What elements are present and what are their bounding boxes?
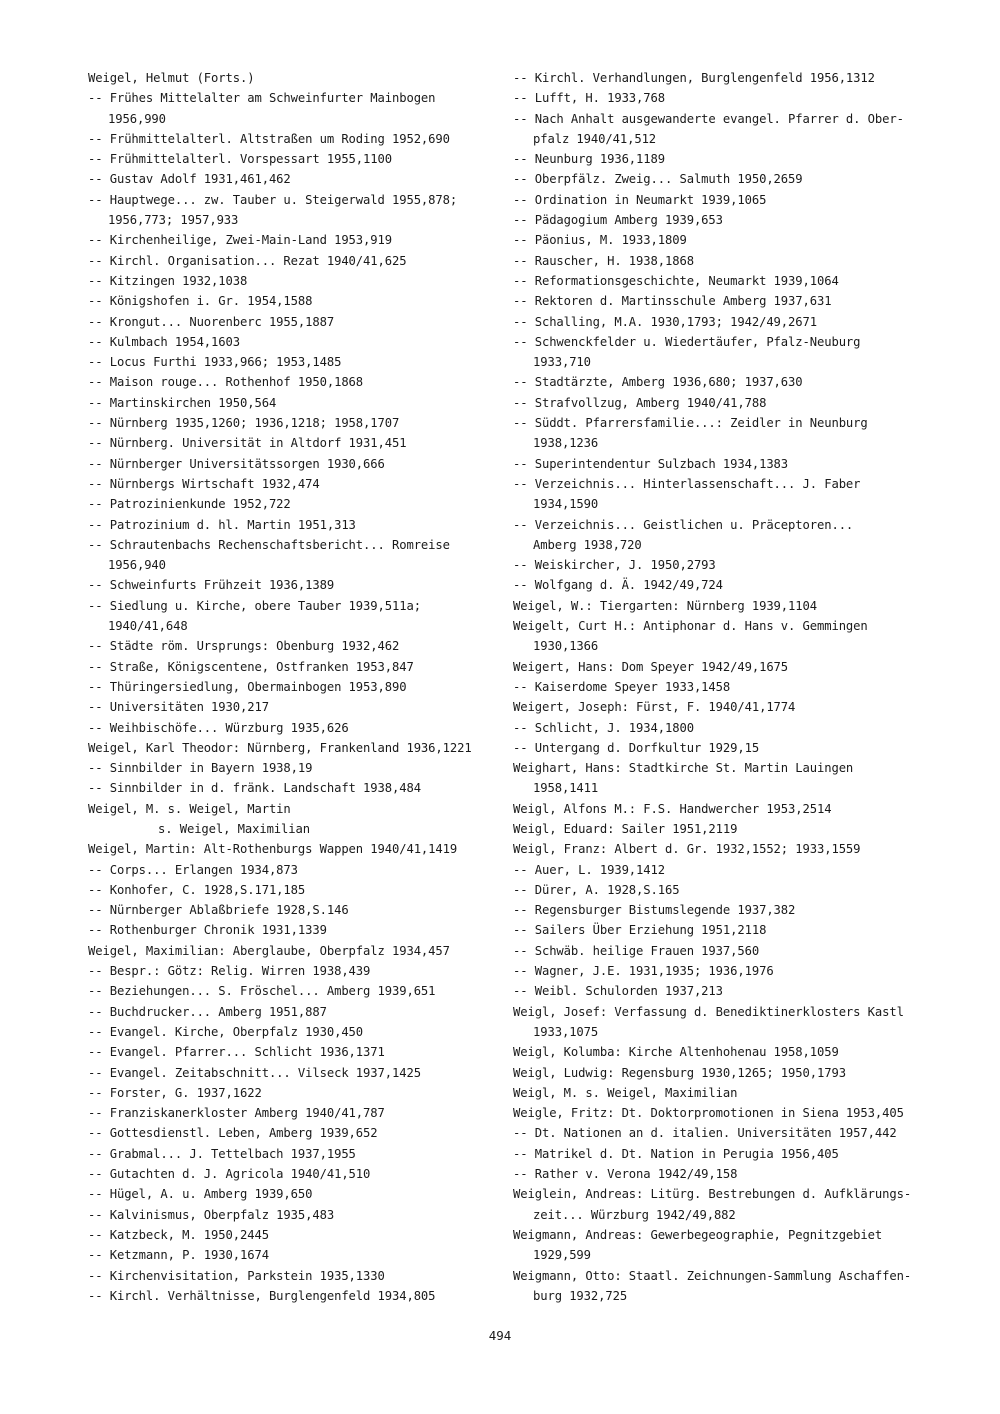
index-entry <box>88 1144 498 1164</box>
entry-line: -- Oberpfälz. Zweig... Salmuth 1950,2659 <box>513 172 803 187</box>
index-entry <box>88 88 498 129</box>
index-entry <box>88 1184 498 1204</box>
index-entry <box>88 454 498 474</box>
index-entry <box>513 1063 933 1083</box>
index-entry <box>513 981 933 1001</box>
index-entry <box>88 1042 498 1062</box>
entry-line: -- Grabmal... J. Tettelbach 1937,1955 <box>88 1146 356 1161</box>
entry-line: -- Weihbischöfe... Würzburg 1935,626 <box>88 720 349 735</box>
entry-line: Weigl, Eduard: Sailer 1951,2119 <box>513 821 738 836</box>
entry-line: -- Weiskircher, J. 1950,2793 <box>513 558 716 573</box>
index-entry <box>88 778 498 798</box>
entry-line: Weigel, Helmut (Forts.) <box>88 71 255 85</box>
entry-line: -- Buchdrucker... Amberg 1951,887 <box>88 1004 327 1019</box>
entry-line: -- Kaiserdome Speyer 1933,1458 <box>513 679 731 694</box>
index-entry <box>513 332 933 373</box>
index-entry <box>513 799 933 819</box>
entry-line: -- Schrautenbachs Rechenschaftsbericht... Romreise <box>88 537 450 552</box>
entry-continuation: 1930,1366 <box>533 639 599 654</box>
entry-line: -- Nürnbergs Wirtschaft 1932,474 <box>88 476 320 491</box>
index-entry <box>88 515 498 535</box>
index-entry <box>513 697 933 717</box>
index-entry <box>88 1164 498 1184</box>
entry-line: -- Forster, G. 1937,1622 <box>88 1085 262 1100</box>
index-entry <box>88 1022 498 1042</box>
index-entry <box>88 149 498 169</box>
entry-line: -- Kirchl. Organisation... Rezat 1940/41,625 <box>88 253 407 268</box>
entry-line: -- Kirchl. Verhältnisse, Burglengenfeld 1934,805 <box>88 1288 436 1303</box>
index-entry <box>513 251 933 271</box>
entry-line: -- Kirchl. Verhandlungen, Burglengenfeld 1956,1312 <box>513 71 875 85</box>
entry-line: -- Kirchenvisitation, Parkstein 1935,1330 <box>88 1268 385 1283</box>
index-entry <box>513 1083 933 1103</box>
entry-line: -- Schweinfurts Frühzeit 1936,1389 <box>88 578 335 593</box>
index-entry <box>513 1184 933 1225</box>
entry-line: -- Frühes Mittelalter am Schweinfurter Mainbogen <box>88 91 436 106</box>
entry-line: -- Schlicht, J. 1934,1800 <box>513 720 694 735</box>
index-entry <box>88 68 498 88</box>
index-entry <box>513 169 933 189</box>
index-entry <box>88 190 498 231</box>
entry-line: -- Evangel. Pfarrer... Schlicht 1936,1371 <box>88 1045 385 1060</box>
entry-line: -- Frühmittelalterl. Vorspessart 1955,1100 <box>88 152 392 167</box>
index-entry <box>88 393 498 413</box>
index-entry <box>513 677 933 697</box>
entry-line: Weigmann, Andreas: Gewerbegeographie, Pegnitzgebiet <box>513 1227 883 1242</box>
entry-line: -- Konhofer, C. 1928,S.171,185 <box>88 882 306 897</box>
index-entry <box>88 657 498 677</box>
entry-line: -- Regensburger Bistumslegende 1937,382 <box>513 903 796 918</box>
entry-continuation: 1956,990 <box>108 111 166 126</box>
entry-line: Weigl, Franz: Albert d. Gr. 1932,1552; 1933,1559 <box>513 842 861 857</box>
entry-line: Weigel, W.: Tiergarten: Nürnberg 1939,1104 <box>513 598 817 613</box>
index-entry <box>513 555 933 575</box>
index-entry <box>88 1286 498 1306</box>
entry-line: -- Untergang d. Dorfkultur 1929,15 <box>513 740 760 755</box>
index-entry <box>513 860 933 880</box>
entry-line: -- Locus Furthi 1933,966; 1953,1485 <box>88 355 342 370</box>
index-entry <box>88 1225 498 1245</box>
entry-continuation: 1956,940 <box>108 558 166 573</box>
entry-line: -- Schwäb. heilige Frauen 1937,560 <box>513 943 760 958</box>
entry-line: -- Rather v. Verona 1942/49,158 <box>513 1167 738 1182</box>
entry-line: -- Frühmittelalterl. Altstraßen um Roding 1952,690 <box>88 131 450 146</box>
entry-line: Weigl, Ludwig: Regensburg 1930,1265; 1950,1793 <box>513 1065 846 1080</box>
entry-line: Weigelt, Curt H.: Antiphonar d. Hans v. Gemmingen <box>513 619 868 634</box>
index-entry <box>513 596 933 616</box>
entry-line: -- Thüringersiedlung, Obermainbogen 1953,890 <box>88 679 407 694</box>
entry-line: -- Katzbeck, M. 1950,2445 <box>88 1227 269 1242</box>
index-entry <box>513 149 933 169</box>
index-entry <box>88 291 498 311</box>
index-entry <box>513 1266 933 1307</box>
entry-continuation: 1958,1411 <box>533 781 599 796</box>
index-entry <box>88 129 498 149</box>
entry-continuation: s. Weigel, Maximilian <box>158 821 310 836</box>
entry-continuation: burg 1932,725 <box>533 1288 628 1303</box>
entry-line: -- Süddt. Pfarrersfamilie...: Zeidler in Neunburg <box>513 416 868 431</box>
index-entry <box>513 109 933 150</box>
entry-line: -- Siedlung u. Kirche, obere Tauber 1939,511a; <box>88 598 421 613</box>
entry-line: -- Städte röm. Ursprungs: Obenburg 1932,462 <box>88 639 400 654</box>
entry-continuation: Amberg 1938,720 <box>533 537 642 552</box>
entry-line: -- Nürnberg 1935,1260; 1936,1218; 1958,1707 <box>88 416 400 431</box>
index-entry <box>513 210 933 230</box>
index-column-left <box>88 68 498 1306</box>
index-entry <box>88 413 498 433</box>
entry-line: Weigl, Alfons M.: F.S. Handwercher 1953,2514 <box>513 801 832 816</box>
index-entry <box>88 697 498 717</box>
entry-line: -- Lufft, H. 1933,768 <box>513 91 665 106</box>
index-entry <box>513 941 933 961</box>
entry-line: -- Kalvinismus, Oberpfalz 1935,483 <box>88 1207 335 1222</box>
entry-line: -- Dt. Nationen an d. italien. Universitäten 1957,442 <box>513 1126 897 1141</box>
index-entry <box>513 758 933 799</box>
entry-line: -- Martinskirchen 1950,564 <box>88 395 277 410</box>
entry-line: -- Patrozinium d. hl. Martin 1951,313 <box>88 517 356 532</box>
index-entry <box>88 1205 498 1225</box>
entry-line: Weigel, Maximilian: Aberglaube, Oberpfalz 1934,457 <box>88 943 450 958</box>
entry-line: -- Kitzingen 1932,1038 <box>88 273 248 288</box>
entry-line: -- Gutachten d. J. Agricola 1940/41,510 <box>88 1167 371 1182</box>
index-entry <box>88 636 498 656</box>
entry-line: -- Sailers Über Erziehung 1951,2118 <box>513 923 767 938</box>
index-entry <box>513 575 933 595</box>
index-entry <box>88 332 498 352</box>
index-entry <box>513 1103 933 1123</box>
index-entry <box>88 251 498 271</box>
entry-line: -- Verzeichnis... Hinterlassenschaft... J. Faber <box>513 476 861 491</box>
entry-line: -- Hauptwege... zw. Tauber u. Steigerwald 1955,878; <box>88 192 458 207</box>
index-entry <box>88 433 498 453</box>
entry-line: -- Ordination in Neumarkt 1939,1065 <box>513 192 767 207</box>
entry-line: -- Nürnberger Universitätssorgen 1930,666 <box>88 456 385 471</box>
index-entry <box>88 677 498 697</box>
entry-line: -- Patrozinienkunde 1952,722 <box>88 497 291 512</box>
entry-line: -- Nürnberger Ablaßbriefe 1928,S.146 <box>88 903 349 918</box>
index-entry <box>88 352 498 372</box>
index-entry <box>88 1266 498 1286</box>
index-entry <box>513 1164 933 1184</box>
index-entry <box>513 900 933 920</box>
entry-line: -- Maison rouge... Rothenhof 1950,1868 <box>88 375 364 390</box>
index-entry <box>513 880 933 900</box>
entry-line: -- Sinnbilder in d. fränk. Landschaft 1938,484 <box>88 781 421 796</box>
index-entry <box>513 413 933 454</box>
index-entry <box>513 393 933 413</box>
entry-continuation: 1929,599 <box>533 1248 591 1263</box>
index-entry <box>88 575 498 595</box>
index-entry <box>513 657 933 677</box>
index-entry <box>88 920 498 940</box>
index-entry <box>513 230 933 250</box>
index-entry <box>88 535 498 576</box>
index-entry <box>513 718 933 738</box>
entry-line: -- Universitäten 1930,217 <box>88 700 269 715</box>
entry-line: Weigmann, Otto: Staatl. Zeichnungen-Sammlung Aschaffen- <box>513 1268 912 1283</box>
entry-line: -- Gustav Adolf 1931,461,462 <box>88 172 291 187</box>
index-entry <box>88 758 498 778</box>
entry-line: -- Päonius, M. 1933,1809 <box>513 233 687 248</box>
entry-line: -- Matrikel d. Dt. Nation in Perugia 1956,405 <box>513 1146 839 1161</box>
index-entry <box>513 68 933 88</box>
index-entry <box>513 271 933 291</box>
index-entry <box>88 839 498 859</box>
index-entry <box>513 1225 933 1266</box>
entry-line: -- Reformationsgeschichte, Neumarkt 1939,1064 <box>513 273 839 288</box>
entry-line: Weigle, Fritz: Dt. Doktorpromotionen in Siena 1953,405 <box>513 1106 904 1121</box>
index-entry <box>88 961 498 981</box>
index-entry <box>88 596 498 637</box>
index-entry <box>513 88 933 108</box>
entry-line: Weigel, Martin: Alt-Rothenburgs Wappen 1940/41,1419 <box>88 842 458 857</box>
entry-line: -- Superintendentur Sulzbach 1934,1383 <box>513 456 789 471</box>
entry-continuation: 1933,710 <box>533 355 591 370</box>
index-entry <box>88 1063 498 1083</box>
index-entry <box>513 312 933 332</box>
index-entry <box>88 1083 498 1103</box>
index-entry <box>88 271 498 291</box>
entry-line: Weigel, M. s. Weigel, Martin <box>88 801 291 816</box>
entry-line: -- Stadtärzte, Amberg 1936,680; 1937,630 <box>513 375 803 390</box>
index-entry <box>513 920 933 940</box>
index-entry <box>513 474 933 515</box>
index-entry <box>88 474 498 494</box>
entry-line: -- Schwenckfelder u. Wiedertäufer, Pfalz-Neuburg <box>513 334 861 349</box>
entry-line: -- Auer, L. 1939,1412 <box>513 862 665 877</box>
entry-continuation: pfalz 1940/41,512 <box>533 131 657 146</box>
index-entry <box>513 819 933 839</box>
entry-line: -- Rektoren d. Martinsschule Amberg 1937,631 <box>513 294 832 309</box>
entry-line: -- Wagner, J.E. 1931,1935; 1936,1976 <box>513 964 774 979</box>
entry-line: -- Neunburg 1936,1189 <box>513 152 665 167</box>
index-entry <box>513 1123 933 1143</box>
index-entry <box>88 169 498 189</box>
entry-line: -- Sinnbilder in Bayern 1938,19 <box>88 761 313 776</box>
entry-continuation: 1938,1236 <box>533 436 599 451</box>
entry-line: -- Bespr.: Götz: Relig. Wirren 1938,439 <box>88 964 371 979</box>
entry-line: Weigl, M. s. Weigel, Maximilian <box>513 1085 738 1100</box>
index-entry <box>513 839 933 859</box>
index-entry <box>513 515 933 556</box>
entry-line: -- Evangel. Kirche, Oberpfalz 1930,450 <box>88 1024 364 1039</box>
entry-line: -- Evangel. Zeitabschnitt... Vilseck 1937,1425 <box>88 1065 421 1080</box>
index-entry <box>88 494 498 514</box>
entry-line: -- Corps... Erlangen 1934,873 <box>88 862 298 877</box>
entry-line: -- Hügel, A. u. Amberg 1939,650 <box>88 1187 313 1202</box>
index-entry <box>513 1144 933 1164</box>
index-entry <box>88 860 498 880</box>
entry-line: -- Königshofen i. Gr. 1954,1588 <box>88 294 313 309</box>
entry-line: Weigl, Kolumba: Kirche Altenhohenau 1958,1059 <box>513 1045 839 1060</box>
entry-line: -- Schalling, M.A. 1930,1793; 1942/49,2671 <box>513 314 817 329</box>
entry-line: -- Rauscher, H. 1938,1868 <box>513 253 694 268</box>
entry-line: -- Rothenburger Chronik 1931,1339 <box>88 923 327 938</box>
entry-line: Weighart, Hans: Stadtkirche St. Martin Lauingen <box>513 761 854 776</box>
index-entry <box>88 880 498 900</box>
entry-line: -- Weibl. Schulorden 1937,213 <box>513 984 723 999</box>
entry-continuation: zeit... Würzburg 1942/49,882 <box>533 1207 736 1222</box>
index-entry <box>88 1245 498 1265</box>
index-entry <box>88 372 498 392</box>
entry-line: Weigel, Karl Theodor: Nürnberg, Frankenland 1936,1221 <box>88 740 472 755</box>
entry-line: -- Dürer, A. 1928,S.165 <box>513 882 680 897</box>
entry-line: -- Beziehungen... S. Fröschel... Amberg 1939,651 <box>88 984 436 999</box>
entry-continuation: 1933,1075 <box>533 1024 599 1039</box>
index-entry <box>88 718 498 738</box>
index-column-right <box>513 68 933 1306</box>
index-entry <box>88 1123 498 1143</box>
entry-line: Weigert, Joseph: Fürst, F. 1940/41,1774 <box>513 700 796 715</box>
entry-line: -- Franziskanerkloster Amberg 1940/41,787 <box>88 1106 385 1121</box>
entry-line: -- Krongut... Nuorenberc 1955,1887 <box>88 314 335 329</box>
entry-line: -- Ketzmann, P. 1930,1674 <box>88 1248 269 1263</box>
index-entry <box>513 372 933 392</box>
entry-continuation: 1934,1590 <box>533 497 599 512</box>
index-entry <box>513 1002 933 1043</box>
index-entry <box>513 190 933 210</box>
entry-continuation: 1940/41,648 <box>108 619 188 634</box>
entry-line: -- Kulmbach 1954,1603 <box>88 334 240 349</box>
index-entry <box>513 1042 933 1062</box>
entry-line: -- Wolfgang d. Ä. 1942/49,724 <box>513 578 723 593</box>
entry-line: -- Pädagogium Amberg 1939,653 <box>513 213 723 228</box>
index-entry <box>88 738 498 758</box>
index-entry <box>513 291 933 311</box>
entry-line: -- Verzeichnis... Geistlichen u. Präceptoren... <box>513 517 854 532</box>
index-entry <box>513 454 933 474</box>
entry-line: Weigert, Hans: Dom Speyer 1942/49,1675 <box>513 659 789 674</box>
index-entry <box>513 616 933 657</box>
index-entry <box>88 1002 498 1022</box>
entry-line: -- Nach Anhalt ausgewanderte evangel. Pfarrer d. Ober- <box>513 111 904 126</box>
entry-line: -- Nürnberg. Universität in Altdorf 1931,451 <box>88 436 407 451</box>
entry-line: -- Strafvollzug, Amberg 1940/41,788 <box>513 395 767 410</box>
entry-continuation: 1956,773; 1957,933 <box>108 213 239 228</box>
entry-line: -- Kirchenheilige, Zwei-Main-Land 1953,919 <box>88 233 392 248</box>
index-entry <box>88 900 498 920</box>
page-number: 494 <box>488 1328 512 1343</box>
index-entry <box>88 799 498 840</box>
entry-line: Weigl, Josef: Verfassung d. Benediktinerklosters Kastl <box>513 1004 904 1019</box>
index-entry <box>88 1103 498 1123</box>
index-entry <box>88 941 498 961</box>
index-entry <box>513 738 933 758</box>
entry-line: Weiglein, Andreas: Litürg. Bestrebungen d. Aufklärungs- <box>513 1187 912 1202</box>
entry-line: -- Gottesdienstl. Leben, Amberg 1939,652 <box>88 1126 378 1141</box>
entry-line: -- Straße, Königscentene, Ostfranken 1953,847 <box>88 659 414 674</box>
index-entry <box>88 312 498 332</box>
index-entry <box>88 981 498 1001</box>
index-entry <box>88 230 498 250</box>
index-entry <box>513 961 933 981</box>
